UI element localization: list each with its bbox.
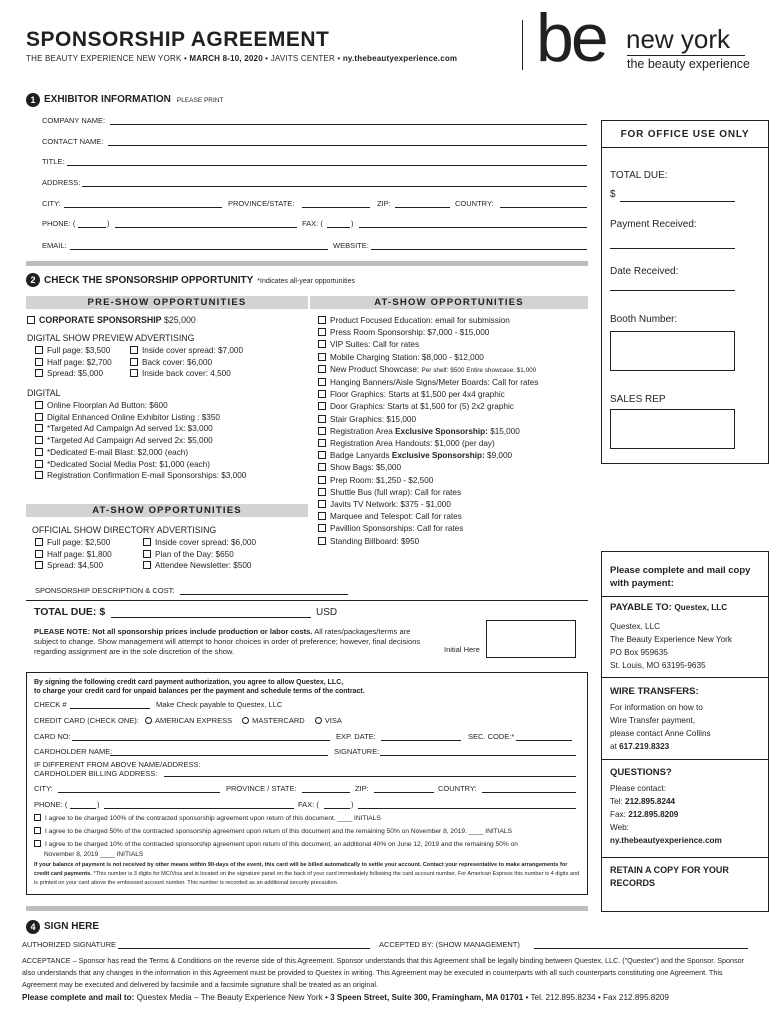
logo-divider — [522, 20, 523, 70]
phone-area-field[interactable] — [78, 227, 106, 228]
atshow-option[interactable]: New Product Showcase: Per shelf: $500 Entire showcase: $1,000 — [318, 364, 538, 377]
digital-preview-option[interactable]: Inside cover spread: $7,000 — [130, 345, 243, 357]
cc-phone-area-field[interactable] — [70, 808, 96, 809]
checkbox[interactable] — [318, 328, 326, 336]
email-field[interactable] — [70, 249, 328, 250]
sec-code-field[interactable] — [516, 740, 572, 741]
total-due-field[interactable] — [111, 617, 311, 618]
payment-option-50[interactable]: I agree to be charged 50% of the contracted sponsorship agreement upon return of this document and the remaining 50% on November 8, 2019. ____ INITIALS — [34, 825, 584, 838]
digital-option[interactable]: *Targeted Ad Campaign Ad served 1x: $3,000 — [35, 423, 246, 435]
logo-mark: be — [536, 0, 606, 76]
description-field[interactable] — [180, 594, 348, 595]
logo-tagline: the beauty experience — [627, 57, 751, 71]
directory-option[interactable]: Plan of the Day: $650 — [143, 549, 256, 561]
payment-options — [34, 812, 584, 860]
office-use-header: FOR OFFICE USE ONLY — [601, 120, 769, 148]
card-no-field[interactable] — [72, 740, 330, 741]
event-subtitle: THE BEAUTY EXPERIENCE NEW YORK • MARCH 8-10, 2020 • JAVITS CENTER • ny.thebeautyexperience.com — [26, 54, 458, 63]
atshow-option[interactable]: Registration Area Exclusive Sponsorship: $15,000 — [318, 426, 538, 438]
atshow-option[interactable]: Shuttle Bus (full wrap): Call for rates — [318, 487, 538, 499]
page-title: SPONSORSHIP AGREEMENT — [26, 28, 330, 51]
atshow-option[interactable]: Mobile Charging Station: $8,000 - $12,000 — [318, 352, 538, 364]
visa-radio[interactable]: VISA — [315, 716, 342, 725]
authorized-signature-field[interactable] — [118, 948, 370, 949]
checkbox[interactable] — [318, 524, 326, 532]
sales-rep-label: SALES REP — [610, 394, 666, 405]
pricing-note: PLEASE NOTE: Not all sponsorship prices include production or labor costs. All rates/packages/terms are subject to change. Show management will attempt to honor choices in order of preference; however, final decisions regarding assignment are in the sole discretion of the show. — [34, 627, 421, 656]
booth-number-field[interactable] — [610, 331, 735, 371]
title-label: TITLE: — [42, 157, 65, 166]
province-field[interactable] — [302, 207, 370, 208]
contact-field[interactable] — [108, 145, 587, 146]
checkbox[interactable] — [318, 365, 326, 373]
section-number: 1 — [26, 93, 40, 107]
cc-fax-close: ) — [351, 800, 354, 809]
province-label: PROVINCE/STATE: — [228, 199, 295, 208]
cc-phone-field[interactable] — [104, 808, 294, 809]
description-label: SPONSORSHIP DESCRIPTION & COST: — [35, 586, 175, 595]
checkbox[interactable] — [35, 346, 43, 354]
fax-area-field[interactable] — [327, 227, 350, 228]
directory-title: OFFICIAL SHOW DIRECTORY ADVERTISING — [32, 525, 217, 535]
atshow-option[interactable]: Product Focused Education: email for submission — [318, 315, 538, 327]
cardholder-label: CARDHOLDER NAME: — [34, 747, 113, 756]
directory-left-list — [35, 537, 112, 572]
country-label: COUNTRY: — [455, 199, 494, 208]
checkbox[interactable] — [35, 424, 43, 432]
atshow-header: AT-SHOW OPPORTUNITIES — [310, 296, 588, 309]
signature-label: SIGNATURE: — [334, 747, 380, 756]
authorized-signature-label: AUTHORIZED SIGNATURE — [22, 940, 117, 949]
credit-card-label: CREDIT CARD (CHECK ONE): AMERICAN EXPRESS MASTERCARD VISA — [34, 716, 342, 725]
atshow-option[interactable]: Floor Graphics: Starts at $1,500 per 4x4 graphic — [318, 389, 538, 401]
checkbox[interactable] — [35, 550, 43, 558]
sec-code-label: SEC. CODE:* — [468, 732, 515, 741]
section-number: 4 — [26, 920, 40, 934]
city-field[interactable] — [64, 207, 222, 208]
mastercard-radio[interactable]: MASTERCARD — [242, 716, 305, 725]
website-label: WEBSITE: — [333, 241, 369, 250]
digital-preview-option[interactable]: Half page: $2,700 — [35, 357, 112, 369]
usd-label: USD — [316, 607, 338, 618]
accepted-by-field[interactable] — [534, 948, 748, 949]
initial-field[interactable] — [486, 620, 576, 658]
checkbox[interactable] — [143, 561, 151, 569]
digital-preview-option[interactable]: Inside back cover: 4,500 — [130, 368, 243, 380]
address-label: ADDRESS: — [42, 178, 81, 187]
cc-phone-label: PHONE: ( — [34, 800, 68, 809]
checkbox[interactable] — [318, 537, 326, 545]
signature-field[interactable] — [380, 755, 576, 756]
digital-option[interactable]: Online Floorplan Ad Button: $600 — [35, 400, 246, 412]
rule — [601, 759, 769, 760]
check-number-field[interactable] — [70, 708, 150, 709]
country-field[interactable] — [500, 207, 587, 208]
contact-info: Please contact: Tel: 212.895.8244 Fax: 212.895.8209 Web: ny.thebeautyexperience.com — [610, 784, 722, 845]
digital-preview-option[interactable]: Spread: $5,000 — [35, 368, 112, 380]
digital-option[interactable]: *Dedicated E-mail Blast: $2,000 (each) — [35, 447, 246, 459]
logo-city: new york — [626, 24, 731, 54]
cc-zip-label: ZIP: — [355, 784, 369, 793]
checkbox[interactable] — [35, 561, 43, 569]
questions-title: QUESTIONS? — [610, 767, 672, 778]
atshow-option[interactable]: Badge Lanyards Exclusive Sponsorship: $9,000 — [318, 450, 538, 462]
please-complete-heading: Please complete and mail copy with payment: — [610, 565, 751, 589]
company-field[interactable] — [110, 124, 587, 125]
payment-fine-print: If your balance of payment is not received by other means within 90-days of the event, this card will be billed automatically to settle your account. Contact your representative to make arrangements for credit card payments. *This number is 3 digits for MC/Visa and is located on the signature panel on the back of your card immediately following the card account number. For American Express this number is 4 digits and is printed on your card above the embossed account number. This number is recorded as an additional security precaution. — [34, 862, 580, 886]
description-rule — [26, 600, 588, 601]
booth-number-label: Booth Number: — [610, 314, 678, 325]
payment-intro: By signing the following credit card payment authorization, you agree to allow Questex, LLC, to charge your credit card for unpaid balances per the payment and schedule terms of the contract. — [34, 679, 365, 695]
date-received-field[interactable] — [610, 290, 735, 291]
check-payable-note: Make Check payable to Questex, LLC — [156, 700, 283, 709]
checkbox[interactable] — [27, 316, 35, 324]
phone-field[interactable] — [115, 227, 297, 228]
retain-copy: RETAIN A COPY FOR YOUR RECORDS — [610, 865, 729, 888]
directory-right-list — [143, 537, 256, 572]
atshow-left-header: AT-SHOW OPPORTUNITIES — [26, 504, 308, 517]
atshow-list — [318, 315, 538, 548]
payable-to: PAYABLE TO: Questex, LLC — [610, 602, 728, 613]
phone-close: ) — [107, 219, 110, 228]
checkbox[interactable] — [318, 427, 326, 435]
phone-label: PHONE: ( — [42, 219, 76, 228]
fax-label: FAX: ( — [302, 219, 323, 228]
section-title: CHECK THE SPONSORSHIP OPPORTUNITY *Indicates all-year opportunities — [44, 275, 355, 286]
cc-city-label: CITY: — [34, 784, 53, 793]
directory-option[interactable]: Spread: $4,500 — [35, 560, 112, 572]
checkbox[interactable] — [318, 476, 326, 484]
checkbox[interactable] — [318, 512, 326, 520]
atshow-option[interactable]: VIP Suites: Call for rates — [318, 339, 538, 351]
payment-option-10[interactable]: I agree to be charged 10% of the contracted sponsorship agreement upon return of this document, an additional 40% on June 12, 2019 and the remaining 50% on November 8, 2019 ____ INITIALS — [34, 840, 584, 860]
zip-field[interactable] — [395, 207, 450, 208]
checkbox[interactable] — [318, 439, 326, 447]
city-label: CITY: — [42, 199, 61, 208]
atshow-option[interactable]: Stair Graphics: $15,000 — [318, 414, 538, 426]
checkbox[interactable] — [35, 448, 43, 456]
logo-rule — [627, 55, 745, 56]
cc-fax-label: FAX: ( — [298, 800, 319, 809]
atshow-option[interactable]: Pavillion Sponsorships: Call for rates — [318, 523, 538, 535]
address-field[interactable] — [82, 186, 587, 187]
title-field[interactable] — [67, 165, 587, 166]
checkbox[interactable] — [318, 390, 326, 398]
payment-option-100[interactable]: I agree to be charged 100% of the contracted sponsorship agreement upon return of this document. ____ INITIALS — [34, 812, 584, 825]
checkbox[interactable] — [318, 500, 326, 508]
company-label: COMPANY NAME: — [42, 116, 106, 125]
atshow-option[interactable]: Standing Billboard: $950 — [318, 536, 538, 548]
website-field[interactable] — [371, 249, 587, 250]
acceptance-terms: ACCEPTANCE – Sponsor has read the Terms & Conditions on the reverse side of this Agreement. Sponsor understands that this Agreement shall be legally binding between Questex, LLC. ("Questex") and the Sponsor. Sponsor also understands that any changes in the information in this Agreement must be provided to Questex in writing. This Agreement may be executed in counterparts with all such counterparts constituting one Agreement. This Agreement may be executed and delivered by facsimile and a facsimile signature shall be treated as an original. — [22, 956, 744, 989]
checkbox[interactable] — [35, 358, 43, 366]
cc-phone-close: ) — [97, 800, 100, 809]
checkbox[interactable] — [35, 538, 43, 546]
checkbox[interactable] — [318, 463, 326, 471]
fax-field[interactable] — [359, 227, 587, 228]
section-divider — [26, 261, 588, 266]
atshow-option[interactable]: Registration Area Handouts: $1,000 (per day) — [318, 438, 538, 450]
initial-label: Initial Here — [444, 645, 480, 654]
atshow-option[interactable]: Press Room Sponsorship: $7,000 - $15,000 — [318, 327, 538, 339]
checkbox[interactable] — [35, 413, 43, 421]
checkbox[interactable] — [35, 401, 43, 409]
digital-option[interactable]: Digital Enhanced Online Exhibitor Listing : $350 — [35, 412, 246, 424]
directory-option[interactable]: Inside cover spread: $6,000 — [143, 537, 256, 549]
office-total-due-label: TOTAL DUE: — [610, 170, 668, 181]
digital-preview-right-list — [130, 345, 243, 380]
checkbox[interactable] — [130, 358, 138, 366]
cc-city-field[interactable] — [58, 792, 220, 793]
cc-fax-field[interactable] — [358, 808, 576, 809]
check-label: CHECK # — [34, 700, 67, 709]
checkbox[interactable] — [318, 402, 326, 410]
checkbox[interactable] — [35, 436, 43, 444]
checkbox[interactable] — [35, 369, 43, 377]
rule — [601, 596, 769, 597]
section-number: 2 — [26, 273, 40, 287]
checkbox[interactable] — [130, 369, 138, 377]
rule — [601, 677, 769, 678]
checkbox[interactable] — [35, 460, 43, 468]
office-total-field[interactable] — [620, 201, 735, 202]
checkbox[interactable] — [130, 346, 138, 354]
cc-fax-area-field[interactable] — [324, 808, 350, 809]
atshow-option[interactable]: Javits TV Network: $375 - $1,000 — [318, 499, 538, 511]
digital-list — [35, 400, 246, 482]
payable-address: Questex, LLC The Beauty Experience New York PO Box 959635 St. Louis, MO 63195-9635 — [610, 622, 732, 670]
cardholder-field[interactable] — [110, 755, 328, 756]
sales-rep-field[interactable] — [610, 409, 735, 449]
digital-option[interactable]: Registration Confirmation E-mail Sponsorships: $3,000 — [35, 470, 246, 482]
exp-date-label: EXP. DATE: — [336, 732, 376, 741]
checkbox[interactable] — [318, 316, 326, 324]
email-label: EMAIL: — [42, 241, 67, 250]
cc-zip-field[interactable] — [374, 792, 434, 793]
directory-option[interactable]: Half page: $1,800 — [35, 549, 112, 561]
directory-option[interactable]: Full page: $2,500 — [35, 537, 112, 549]
checkbox[interactable] — [318, 378, 326, 386]
office-dollar: $ — [610, 189, 616, 200]
digital-preview-title: DIGITAL SHOW PREVIEW ADVERTISING — [27, 333, 195, 343]
cc-country-field[interactable] — [482, 792, 576, 793]
billing-address-field[interactable] — [164, 776, 576, 777]
checkbox[interactable] — [318, 488, 326, 496]
total-due-label: TOTAL DUE: $ — [34, 606, 106, 618]
contact-label: CONTACT NAME: — [42, 137, 104, 146]
section-title: SIGN HERE — [44, 921, 100, 932]
rule — [601, 857, 769, 858]
directory-option[interactable]: Attendee Newsletter: $500 — [143, 560, 256, 572]
checkbox[interactable] — [35, 471, 43, 479]
digital-preview-left-list — [35, 345, 112, 380]
digital-option[interactable]: *Dedicated Social Media Post: $1,000 (each) — [35, 459, 246, 471]
section-divider — [26, 906, 588, 911]
digital-option[interactable]: *Targeted Ad Campaign Ad served 2x: $5,000 — [35, 435, 246, 447]
payment-received-field[interactable] — [610, 248, 735, 249]
checkbox[interactable] — [143, 550, 151, 558]
checkbox[interactable] — [318, 451, 326, 459]
checkbox[interactable] — [318, 340, 326, 348]
payment-received-label: Payment Received: — [610, 219, 697, 230]
atshow-option[interactable]: Door Graphics: Starts at $1,500 for (5) 2x2 graphic — [318, 401, 538, 413]
amex-radio[interactable]: AMERICAN EXPRESS — [145, 716, 232, 725]
cc-country-label: COUNTRY: — [438, 784, 477, 793]
checkbox[interactable] — [318, 353, 326, 361]
atshow-option[interactable]: Marquee and Telespot: Call for rates — [318, 511, 538, 523]
exp-date-field[interactable] — [381, 740, 461, 741]
billing-address-label: IF DIFFERENT FROM ABOVE NAME/ADDRESS: CARDHOLDER BILLING ADDRESS: — [34, 760, 201, 778]
zip-label: ZIP: — [377, 199, 391, 208]
digital-preview-option[interactable]: Full page: $3,500 — [35, 345, 112, 357]
accepted-by-label: ACCEPTED BY: (SHOW MANAGEMENT) — [379, 940, 520, 949]
section-title: EXHIBITOR INFORMATION PLEASE PRINT — [44, 94, 224, 105]
digital-title: DIGITAL — [27, 388, 61, 398]
wire-transfers-text: For information on how to Wire Transfer payment, please contact Anne Collins at 617.219.8323 — [610, 703, 711, 751]
preshow-header: PRE-SHOW OPPORTUNITIES — [26, 296, 308, 309]
wire-transfers-title: WIRE TRANSFERS: — [610, 686, 699, 697]
mail-to-line: Please complete and mail to: Questex Media – The Beauty Experience New York • 3 Speen Street, Suite 300, Framingham, MA 01701 • Tel. 212.895.8234 • Fax 212.895.8209 — [22, 993, 669, 1002]
date-received-label: Date Received: — [610, 266, 679, 277]
checkbox[interactable] — [318, 415, 326, 423]
cc-province-field[interactable] — [302, 792, 350, 793]
atshow-option[interactable]: Show Bags: $5,000 — [318, 462, 538, 474]
fax-close: ) — [351, 219, 354, 228]
card-no-label: CARD NO: — [34, 732, 71, 741]
checkbox[interactable] — [143, 538, 151, 546]
digital-preview-option[interactable]: Back cover: $6,000 — [130, 357, 243, 369]
atshow-option[interactable]: Prep Room: $1,250 - $2,500 — [318, 475, 538, 487]
corporate-sponsorship-option[interactable]: CORPORATE SPONSORSHIP $25,000 — [27, 315, 196, 325]
atshow-option[interactable]: Hanging Banners/Aisle Signs/Meter Boards: Call for rates — [318, 377, 538, 389]
cc-province-label: PROVINCE / STATE: — [226, 784, 297, 793]
